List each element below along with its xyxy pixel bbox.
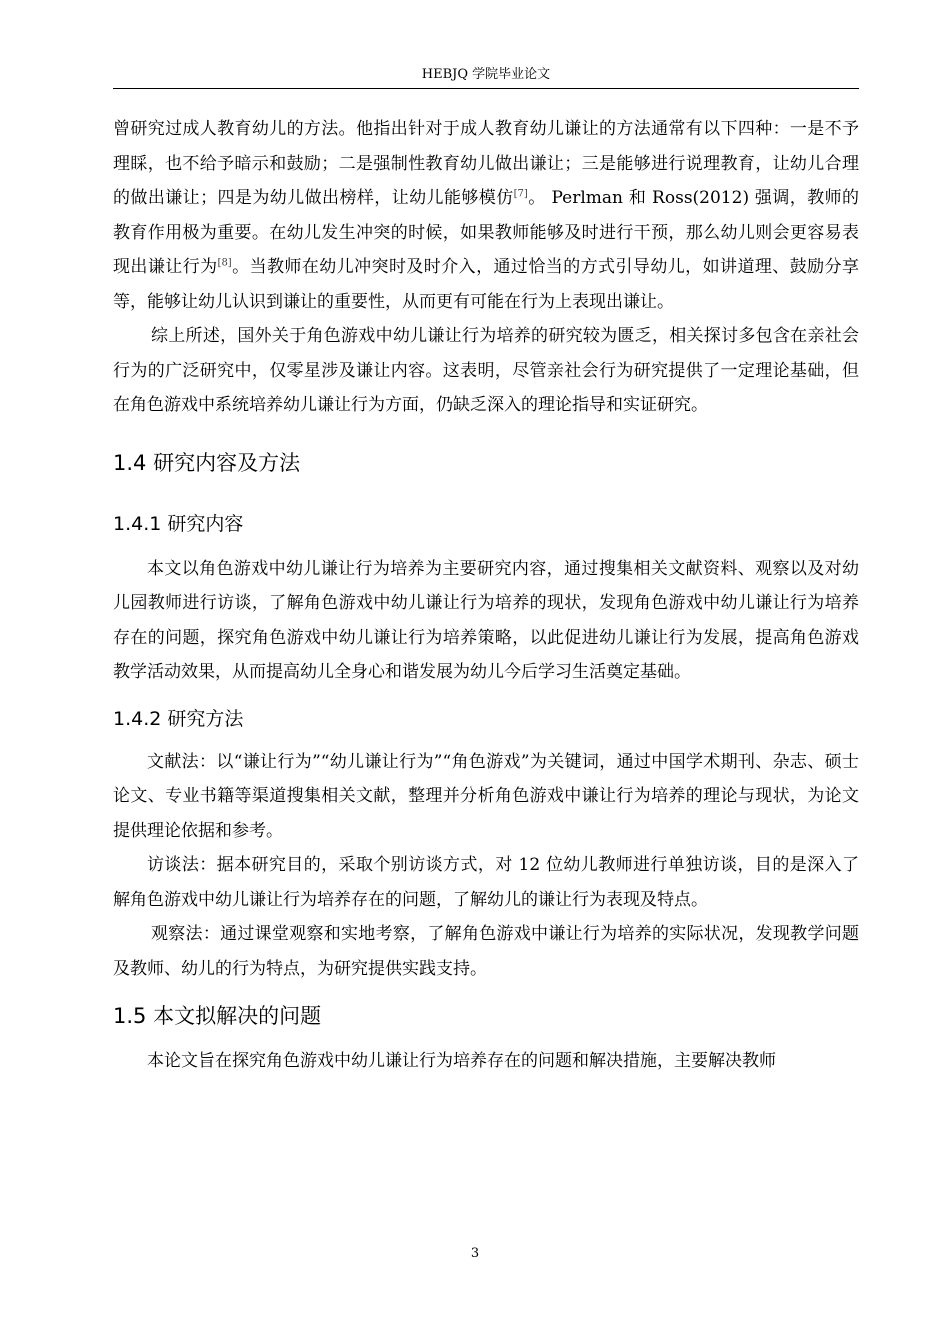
paragraph-1-text-b: 。 Perlman 和 Ross(2012) 强调，教师的教育作用极为重要。在幼儿发生冲突的时候，如果教师能够及时进行干预，那么幼儿则会更容易表现出谦让行为 [113, 188, 859, 277]
heading-1-5: 1.5 本文拟解决的问题 [113, 1004, 322, 1028]
paragraph-3: 本文以角色游戏中幼儿谦让行为培养为主要研究内容，通过搜集相关文献资料、观察以及对幼儿园教师进行访谈，了解角色游戏中幼儿谦让行为培养的现状，发现角色游戏中幼儿谦让行为培养存在的问题，探究角色游戏中幼儿谦让行为培养策略，以此促进幼儿谦让行为发展，提高角色游戏教学活动效果，从而提高幼儿全身心和谐发展为幼儿今后学习生活奠定基础。 [113, 558, 859, 682]
paragraph-6: 观察法：通过课堂观察和实地考察，了解角色游戏中谦让行为培养的实际状况，发现教学问题及教师、幼儿的行为特点，为研究提供实践支持。 [113, 924, 859, 979]
paragraph-4: 文献法：以“谦让行为”“幼儿谦让行为”“角色游戏”为关键词，通过中国学术期刊、杂志、硕士论文、专业书籍等渠道搜集相关文献，整理并分析角色游戏中谦让行为培养的理论与现状，为论文提供理论依据和参考。 [113, 751, 859, 841]
page-content [113, 112, 859, 1079]
paragraph-1-text-a: 曾研究过成人教育幼儿的方法。他指出针对于成人教育幼儿谦让的方法通常有以下四种：一是不予理睬，也不给予暗示和鼓励；二是强制性教育幼儿做出谦让；三是能够进行说理教育，让幼儿合理的做出谦让；四是为幼儿做出榜样，让幼儿能够模仿 [113, 119, 859, 208]
page-footer [0, 1246, 950, 1261]
page-header [113, 66, 859, 89]
paragraph-5: 访谈法：据本研究目的，采取个别访谈方式，对 12 位幼儿教师进行单独访谈，目的是深入了解角色游戏中幼儿谦让行为培养存在的问题，了解幼儿的谦让行为表现及特点。 [113, 855, 859, 910]
citation-8: [8] [217, 257, 232, 269]
paragraph-1-text-c: 。当教师在幼儿冲突时及时介入，通过恰当的方式引导幼儿，如讲道理、鼓励分享等，能够让幼儿认识到谦让的重要性，从而更有可能在行为上表现出谦让。 [113, 257, 859, 312]
page-number: 3 [470, 1246, 480, 1261]
paragraph-1 [113, 112, 859, 319]
citation-7: [7] [513, 188, 528, 200]
heading-1-4-2: 1.4.2 研究方法 [113, 707, 244, 730]
paragraph-2: 综上所述，国外关于角色游戏中幼儿谦让行为培养的研究较为匮乏，相关探讨多包含在亲社会行为的广泛研究中，仅零星涉及谦让内容。这表明，尽管亲社会行为研究提供了一定理论基础，但在角色游戏中系统培养幼儿谦让行为方面，仍缺乏深入的理论指导和实证研究。 [113, 326, 859, 415]
heading-1-4-1: 1.4.1 研究内容 [113, 512, 244, 535]
heading-1-4: 1.4 研究内容及方法 [113, 450, 301, 475]
paragraph-7: 本论文旨在探究角色游戏中幼儿谦让行为培养存在的问题和解决措施，主要解决教师 [147, 1051, 776, 1071]
header-title: HEBJQ 学院毕业论文 [421, 67, 551, 82]
